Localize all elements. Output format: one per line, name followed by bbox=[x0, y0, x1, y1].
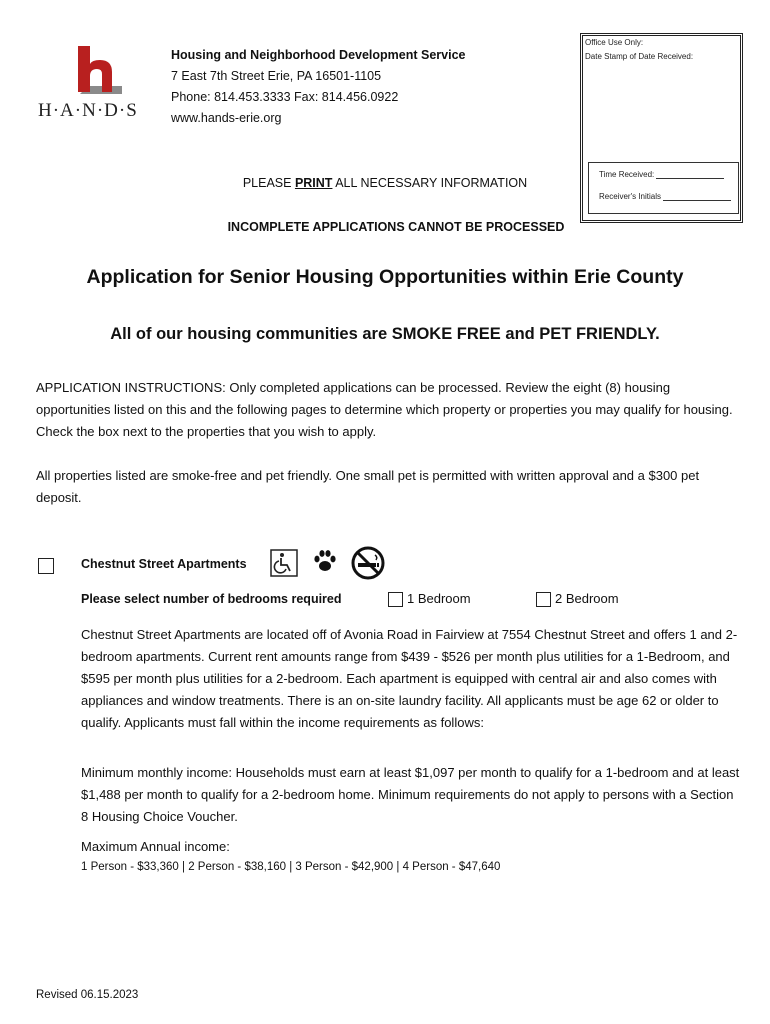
property-select-checkbox[interactable] bbox=[38, 558, 54, 574]
one-bedroom-checkbox[interactable] bbox=[388, 592, 403, 607]
print-notice-emphasis: PRINT bbox=[294, 176, 333, 190]
org-website: www.hands-erie.org bbox=[171, 111, 282, 125]
page-title: Application for Senior Housing Opportunities within Erie County bbox=[86, 266, 684, 288]
application-instructions: APPLICATION INSTRUCTIONS: Only completed applications can be processed. Review the eight (8) housing opportunities listed on this and the following pages to determine which property or properties you may qualify for housing. Check the box next to the properties that you wish to apply. bbox=[36, 380, 733, 439]
paw-icon bbox=[311, 547, 339, 575]
minimum-income-text: Minimum monthly income: Households must earn at least $1,097 per month to qualify for a 1-bedroom and at least $1,488 per month to qualify for a 2-bedroom home. Minimum requirements do not apply to persons with a Section 8 Housing Choice Voucher. bbox=[81, 765, 740, 824]
org-address: 7 East 7th Street Erie, PA 16501-1105 bbox=[171, 69, 382, 83]
incomplete-notice: INCOMPLETE APPLICATIONS CANNOT BE PROCESSED bbox=[227, 220, 565, 234]
two-bedroom-checkbox[interactable] bbox=[536, 592, 551, 607]
receiver-initials-field[interactable] bbox=[599, 192, 731, 201]
wheelchair-accessible-icon bbox=[270, 549, 298, 577]
receiver-initials-label: Receiver's Initials bbox=[599, 192, 661, 201]
no-smoking-icon bbox=[351, 546, 385, 580]
print-notice-pre: PLEASE bbox=[242, 176, 295, 190]
page-subtitle: All of our housing communities are SMOKE FREE and PET FRIENDLY. bbox=[110, 325, 660, 343]
org-name: Housing and Neighborhood Development Service bbox=[171, 48, 466, 62]
bedrooms-label: Please select number of bedrooms required bbox=[81, 592, 342, 606]
two-bedroom-label: 2 Bedroom bbox=[555, 591, 619, 606]
maximum-income-values: 1 Person - $33,360 | 2 Person - $38,160 | 3 Person - $42,900 | 4 Person - $47,640 bbox=[81, 861, 501, 873]
print-notice bbox=[0, 176, 770, 190]
print-notice-post: ALL NECESSARY INFORMATION bbox=[332, 176, 528, 190]
office-use-title: Office Use Only: bbox=[585, 38, 644, 47]
org-phone-fax: Phone: 814.453.3333 Fax: 814.456.0922 bbox=[171, 90, 399, 104]
revision-date: Revised 06.15.2023 bbox=[36, 989, 139, 1001]
office-use-box bbox=[580, 33, 743, 223]
property-description: Chestnut Street Apartments are located off of Avonia Road in Fairview at 7554 Chestnut Street and offers 1 and 2-bedroom apartments. Current rent amounts range from $439 - $526 per month plus utilities for a 1-Bedroom, and $595 per month plus utilities for a 2-bedroom. Each apartment is equipped with central air and also comes with appliances and window treatments. There is an on-site laundry facility. All applicants must be age 62 or older to qualify. Applicants must fall within the income requirements as follows: bbox=[81, 627, 738, 730]
date-stamp-label: Date Stamp of Date Received: bbox=[585, 52, 694, 61]
time-received-label: Time Received: bbox=[599, 170, 655, 179]
maximum-income-label: Maximum Annual income: bbox=[81, 839, 230, 854]
house-h-logo-icon bbox=[76, 46, 124, 98]
logo-text: H·A·N·D·S bbox=[38, 100, 138, 121]
hands-logo bbox=[36, 46, 156, 126]
one-bedroom-label: 1 Bedroom bbox=[407, 591, 471, 606]
properties-note: All properties listed are smoke-free and pet friendly. One small pet is permitted with written approval and a $300 pet deposit. bbox=[36, 468, 700, 505]
property-name: Chestnut Street Apartments bbox=[81, 557, 247, 571]
